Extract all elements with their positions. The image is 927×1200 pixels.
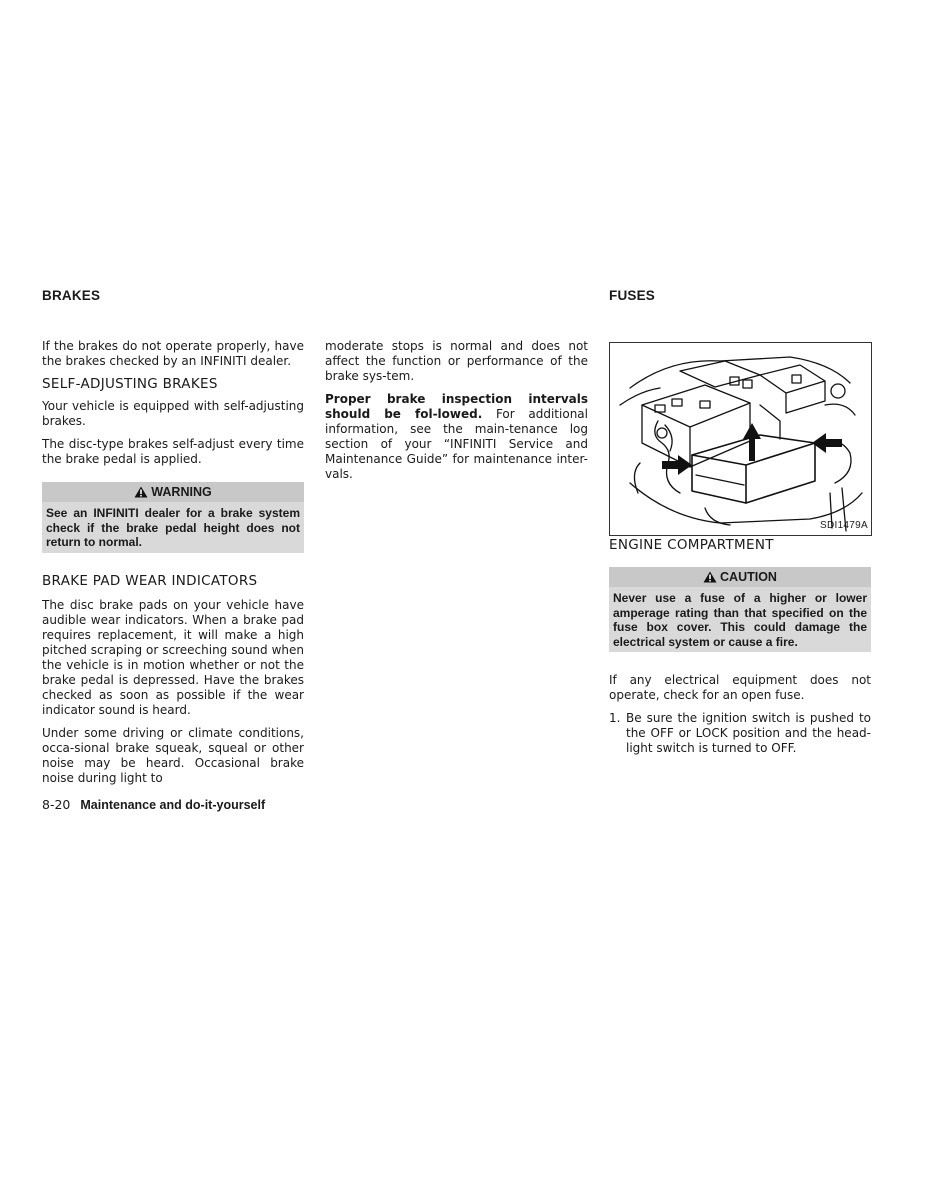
caution-label: CAUTION <box>720 569 777 584</box>
figure-id: SDI1479A <box>820 520 868 531</box>
footer-section-title: Maintenance and do-it-yourself <box>80 798 266 812</box>
warning-callout <box>42 482 304 553</box>
list-number: 1. <box>609 711 621 725</box>
brakes-heading: BRAKES <box>42 288 101 303</box>
brakes-column <box>42 339 304 475</box>
warning-triangle-icon <box>703 571 717 583</box>
self-adjusting-p1: Your vehicle is equipped with self-adjusting brakes. <box>42 399 304 428</box>
pad-wear-heading: BRAKE PAD WEAR INDICATORS <box>42 573 258 589</box>
brakes-intro: If the brakes do not operate properly, have the brakes checked by an INFINITI dealer. <box>42 339 304 368</box>
warning-label: WARNING <box>151 484 212 499</box>
warning-triangle-icon <box>134 486 148 498</box>
self-adjusting-heading: SELF-ADJUSTING BRAKES <box>42 376 218 392</box>
middle-p1: moderate stops is normal and does not affect the function or performance of the brake sys-tem. <box>325 339 588 383</box>
fuses-heading: FUSES <box>609 288 656 303</box>
self-adjusting-p2: The disc-type brakes self-adjust every time the brake pedal is applied. <box>42 437 304 466</box>
fuses-column <box>609 673 871 756</box>
inspection-intervals-bold: Proper brake inspection intervals should be fol-lowed. <box>325 392 588 421</box>
open-fuse-paragraph: If any electrical equipment does not operate, check for an open fuse. <box>609 673 871 702</box>
page-footer <box>42 797 265 813</box>
warning-text: See an INFINITI dealer for a brake system check if the brake pedal height does not return to normal. <box>46 506 300 549</box>
caution-callout <box>609 567 871 652</box>
list-item <box>609 711 871 756</box>
pad-wear-p1: The disc brake pads on your vehicle have audible wear indicators. When a brake pad requires replacement, it will make a high pitched scraping or screeching sound when the vehicle is in motion whether or not the brake pedal is depressed. Have the brakes checked as soon as possible if the wear indicator sound is heard. <box>42 598 304 717</box>
page-number: 8-20 <box>42 797 71 812</box>
caution-callout-header <box>609 567 871 587</box>
list-text: Be sure the ignition switch is pushed to the OFF or LOCK position and the head-light switch is turned to OFF. <box>626 711 871 755</box>
middle-p2 <box>325 392 588 482</box>
middle-column <box>325 339 588 490</box>
pad-wear-p2: Under some driving or climate conditions, occa-sional brake squeak, squeal or other noise may be heard. Occasional brake noise during light to <box>42 726 304 785</box>
engine-compartment-figure <box>609 342 872 536</box>
warning-callout-header <box>42 482 304 502</box>
pad-wear-column <box>42 574 304 794</box>
engine-compartment-heading: ENGINE COMPARTMENT <box>609 537 774 553</box>
caution-text: Never use a fuse of a higher or lower amperage rating than that specified on the fuse box cover. This could damage the electrical system or cause a fire. <box>613 591 867 649</box>
inspection-intervals-rest: For additional information, see the main-tenance log section of your “INFINITI Service and Maintenance Guide” for maintenance inter-vals. <box>325 407 588 481</box>
fuse-box-illustration <box>610 343 871 535</box>
